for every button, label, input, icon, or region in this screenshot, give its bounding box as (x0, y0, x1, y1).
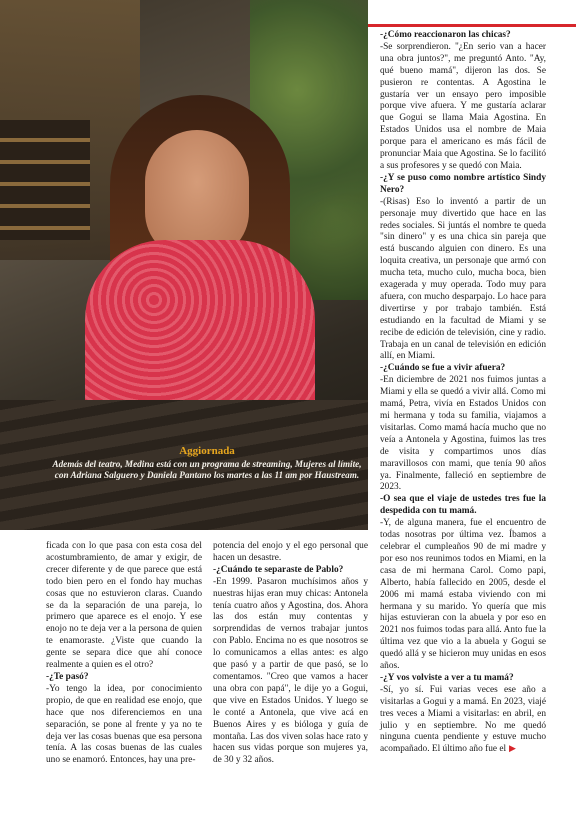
caption-title: Aggiornada (179, 445, 235, 457)
interview-paragraph: -En diciembre de 2021 nos fuimos juntas a Miami y ella se quedó a vivir allá. Como mi mamá, Petra, vivía en Estados Unidos con mi hermana y toda su familia, viajamos a visitarlas. Como mamá hacía mucho que no veía a Antonela y Agostina, fuimos las tres de visita y compartimos unos días maravillosos con mami, que tenía 90 años ya. Finalmente, falleció en septiembre de 2023. (380, 375, 546, 493)
text-column-left (46, 541, 202, 767)
text-column-middle (213, 541, 368, 767)
interview-paragraph (380, 685, 546, 756)
interview-question: -¿Y vos volviste a ver a tu mamá? (380, 672, 514, 683)
caption-text: Además del teatro, Medina está con un programa de streaming, Mujeres al límite, con Adriana Salguero y Daniela Pantano los martes a las 11 am por Haustream. (52, 458, 362, 480)
text-column-right (380, 30, 546, 756)
interview-paragraph: -(Risas) Eso lo inventó a partir de un personaje muy divertido que hace en las redes sociales. Si juntás el nombre te queda "sin dinero" y es una chica sin pareja que está buscando alguien con dinero. Es una loquita creativa, un personaje que armó con mucha teta, mucho culo, mucha boca, bien exagerada y muy operada. Todo muy para afuera, con mucho desparpajo. Lo hace para divertirse y por trabajo también. Está estudiando en la facultad de Miami y se recibe de edición de televisión, cine y radio. Trabaja en un canal de televisión en edición allí, en Miami. (380, 196, 546, 362)
interview-question: -O sea que el viaje de ustedes tres fue la despedida con tu mamá. (380, 494, 546, 517)
photo-shelf (0, 120, 90, 240)
interview-question: -¿Y se puso como nombre artístico Sindy Nero? (380, 172, 546, 195)
continue-arrow-icon: ▶ (506, 744, 516, 755)
last-paragraph-text: -Sí, yo sí. Fui varias veces ese año a visitarlas a Gogui y a mamá. En 2023, viajé tres veces a Miami a visitarlas: en abril, en julio y en septiembre. No me quedó ninguna cuenta pendiente y estuve mucho acompañado. El último año fue el (380, 684, 546, 755)
interview-paragraph: -Se sorprendieron. "¿En serio van a hacer una obra juntos?", me preguntó Anto. "Ay, qué bueno mamá", dijeron las dos. Se pusieron re contentas. A Agostina le gustaría ver un ensayo pero imposible porque vive afuera. Y me gustaría aclarar que Gogui se llama Maia Agostina. En Estados Unidos usa el nombre de Maia porque para el americano es más fácil de pronunciar Maia que Agostina. Se lo facilitó a sus profesores y se quedó con Maia. (380, 41, 546, 171)
portrait-photo (0, 0, 368, 530)
interview-paragraph: -Yo tengo la idea, por conocimiento propio, de que en realidad ese enojo, que hace que nos diferenciemos en una separación, se pone al frente y ya no te deja ver las cosas buenas que esa persona tenía. A las cosas buenas de las cuales uno se enamoró. Entonces, hay una pre- (46, 683, 202, 766)
interview-paragraph: -Y, de alguna manera, fue el encuentro de todas nosotras por última vez. Íbamos a celebrar el cumpleaños 90 de mi madre y por eso nos reunimos todos en Miami, en la casa de mi hermana Carol. Como papi, Alberto, había fallecido en 2005, desde el 2006 mi mamá estaba viviendo con mi hermana y su marido. Yo quería que mis hijas estuvieran con la abuela y por eso en 2021 nos fuimos todas para allá. Anto fue la última vez que vio a la abuela y Gogui se quedó allá y se hicieron muy unidas en esos años. (380, 518, 546, 672)
photo-caption (52, 446, 362, 482)
interview-question: -¿Cuándo se fue a vivir afuera? (380, 363, 506, 374)
interview-question: -¿Te pasó? (46, 671, 89, 682)
interview-paragraph: ficada con lo que pasa con esta cosa del acostumbramiento, de amar y exigir, de crecer diferente y de que parece que está todo bien pero en el fondo hay muchas cosas que no estuvieron claras. Cuando se da la separación de una pareja, lo primero que aparece es el enojo. Y ese enojo no te deja ver a la persona de quien te enamoraste. ¿Viste que cuando la gente se separa dice que ahí conoce realmente a quien es el otro? (46, 541, 202, 671)
interview-paragraph: potencia del enojo y el ego personal que hacen un desastre. (213, 541, 368, 563)
interview-question: -¿Cuándo te separaste de Pablo? (213, 564, 344, 575)
interview-paragraph: -En 1999. Pasaron muchísimos años y nuestras hijas eran muy chicas: Antonela tenía cuatro años y Agostina, dos. Ahora las dos están muy contentas y sorprendidas de vernos trabajar juntos con Pablo. Encima no es que nosotros se lo comunicamos a ellas antes: es algo que pasó y a partir de que pasó, se lo comentamos. "Creo que vamos a hacer una obra con papá", le dije yo a Gogui, que vive en Estados Unidos. Y luego se le conté a Antonela, que vive acá en Buenos Aires y es bióloga y guía de montaña. Las dos viven solas hace rato y hacen sus vidas porque son mujeres ya, de 30 y 32 años. (213, 576, 368, 766)
interview-question: -¿Cómo reaccionaron las chicas? (380, 30, 511, 40)
